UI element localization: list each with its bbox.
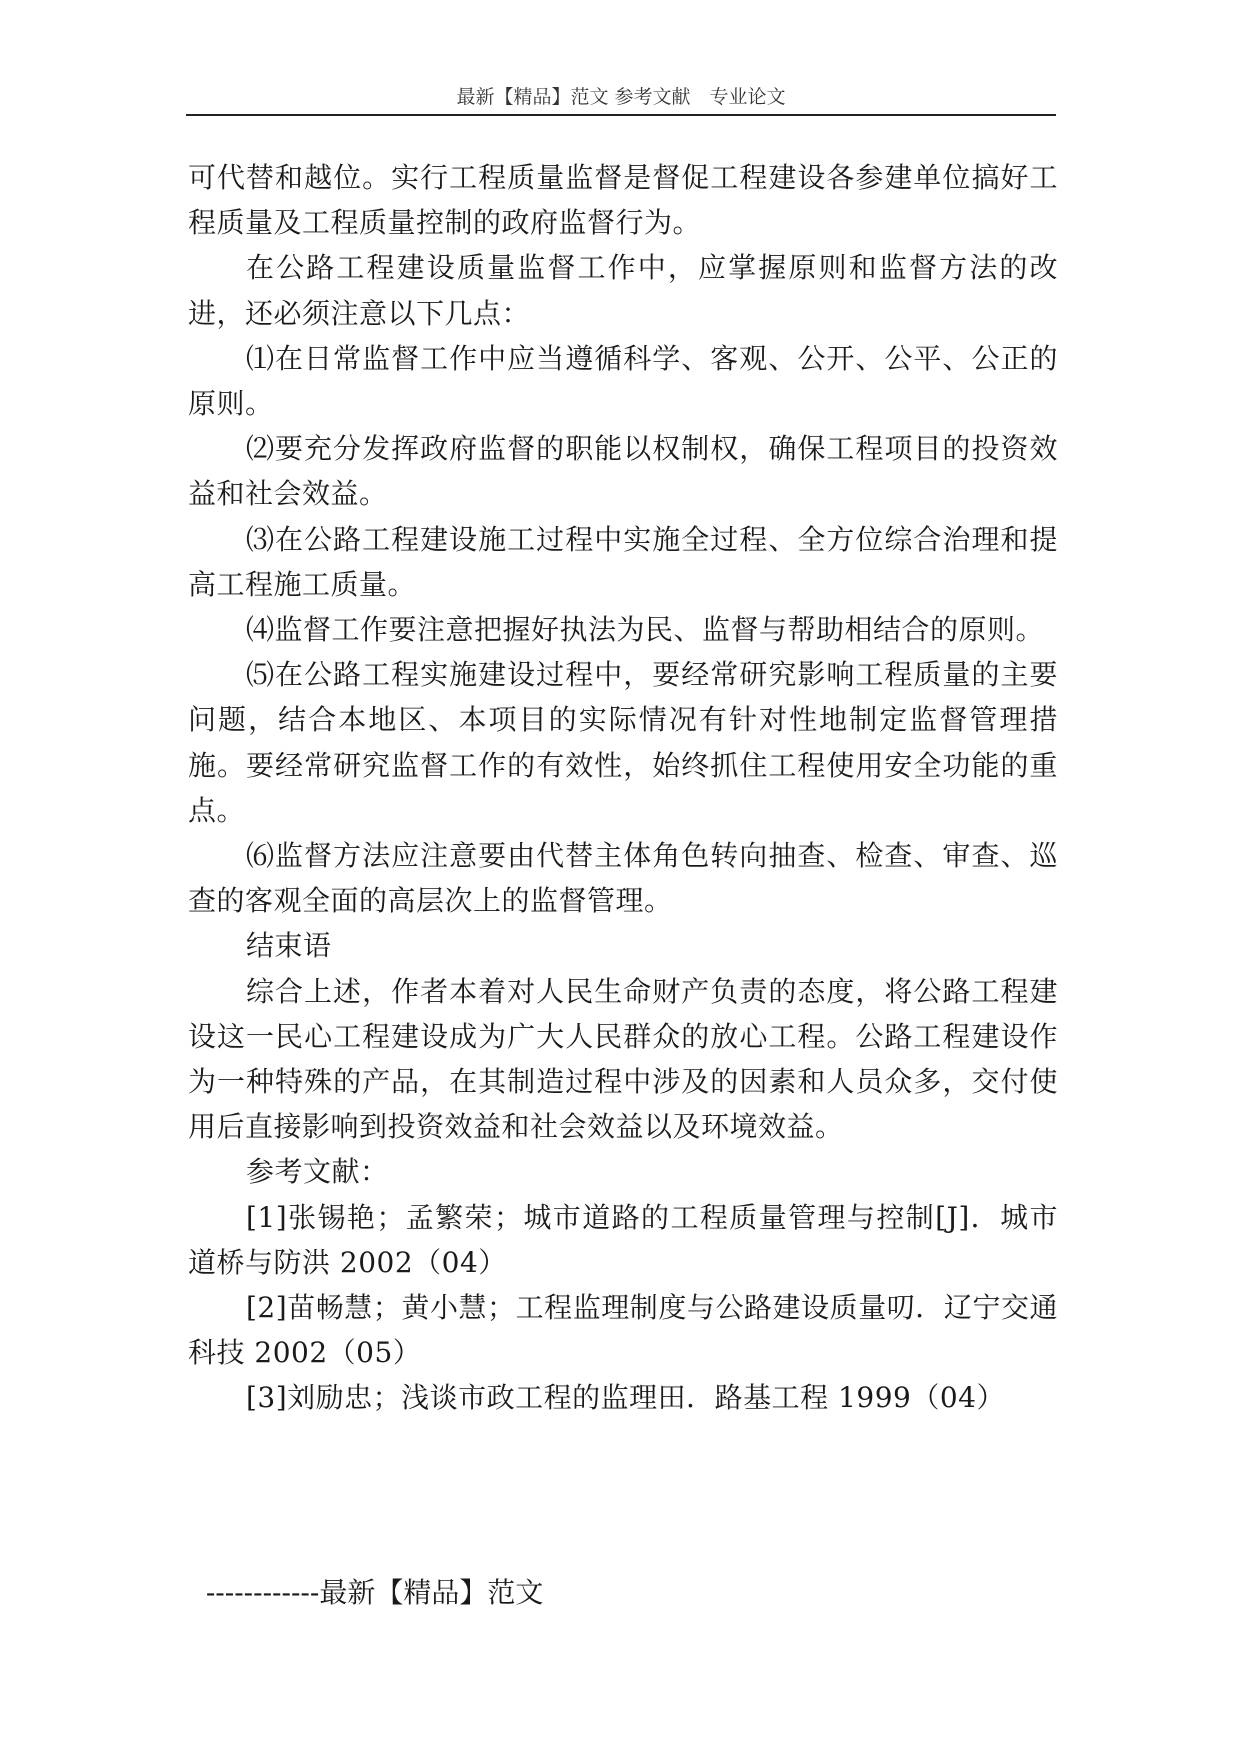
header-text: 最新【精品】范文 参考文献 专业论文 [456,86,786,108]
document-body [188,155,1058,1421]
list-item-6: ⑹监督方法应注意要由代替主体角色转向抽查、检查、审查、巡查的客观全面的高层次上的监督管理。 [188,839,1058,918]
footer-text: ------------最新【精品】范文 [205,1576,544,1609]
reference-1: [1]张锡艳；孟繁荣；城市道路的工程质量管理与控制[J]．城市道桥与防洪 2002（04） [188,1200,1058,1279]
section-heading-references: 参考文献： [246,1155,389,1189]
paragraph-1: 可代替和越位。实行工程质量监督是督促工程建设各参建单位搞好工程质量及工程质量控制的政府监督行为。 [188,161,1058,240]
list-item-2: ⑵要充分发挥政府监督的职能以权制权，确保工程项目的投资效益和社会效益。 [188,432,1058,511]
reference-3: [3]刘励忠；浅谈市政工程的监理田．路基工程 1999（04） [246,1381,1005,1415]
paragraph-2: 在公路工程建设质量监督工作中，应掌握原则和监督方法的改进，还必须注意以下几点： [188,251,1058,330]
page-header [186,84,1056,116]
reference-2: [2]苗畅慧；黄小慧；工程监理制度与公路建设质量叨．辽宁交通科技 2002（05） [188,1291,1058,1370]
section-heading-conclusion: 结束语 [246,929,332,963]
list-item-4: ⑷监督工作要注意把握好执法为民、监督与帮助相结合的原则。 [246,613,1045,647]
list-item-5: ⑸在公路工程实施建设过程中，要经常研究影响工程质量的主要问题，结合本地区、本项目的实际情况有针对性地制定监督管理措施。要经常研究监督工作的有效性，始终抓住工程使用安全功能的重点。 [188,658,1058,827]
page-footer [188,1533,543,1613]
list-item-1: ⑴在日常监督工作中应当遵循科学、客观、公开、公平、公正的原则。 [188,341,1058,421]
conclusion-paragraph: 综合上述，作者本着对人民生命财产负责的态度，将公路工程建设这一民心工程建设成为广大人民群众的放心工程。公路工程建设作为一种特殊的产品，在其制造过程中涉及的因素和人员众多，交付使用后直接影响到投资效益和社会效益以及环境效益。 [188,974,1058,1144]
list-item-3: ⑶在公路工程建设施工过程中实施全过程、全方位综合治理和提高工程施工质量。 [188,522,1058,601]
